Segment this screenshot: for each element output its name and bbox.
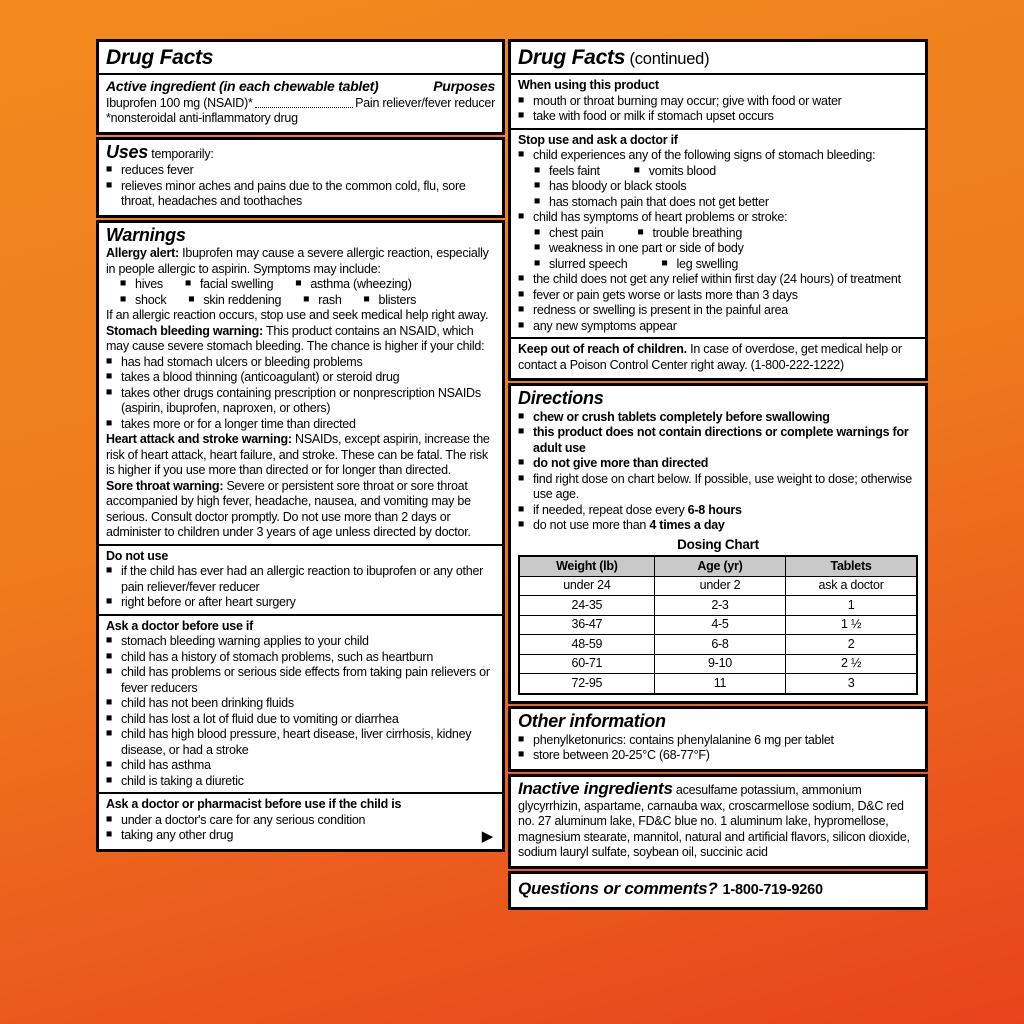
directions-heading: Directions xyxy=(518,388,604,409)
direction-item xyxy=(518,503,918,519)
dosing-cell: 48-59 xyxy=(519,635,654,655)
continued-suffix: (continued) xyxy=(625,50,710,68)
heart-attack-text: NSAIDs, except aspirin, increase the risk of heart attack, heart failure, and stroke. These can be fatal. The risk is higher if you use more than directed or for longer than directed. xyxy=(106,432,490,478)
divider xyxy=(99,544,502,546)
left-panel xyxy=(96,39,505,852)
divider xyxy=(99,792,502,794)
direction-item xyxy=(518,456,918,472)
dosing-cell: 2 ½ xyxy=(786,654,917,674)
direction-text: if needed, repeat dose every xyxy=(533,502,688,517)
heart-attack-lead: Heart attack and stroke warning: xyxy=(106,432,292,447)
direction-text: this product does not contain directions or complete warnings for adult use xyxy=(533,425,909,455)
ingredient-purpose: Pain reliever/fever reducer xyxy=(355,95,495,110)
dosing-row xyxy=(519,615,917,635)
allergy-alert-lead: Allergy alert: xyxy=(106,246,179,261)
ask-doctor-item: ■ child has asthma xyxy=(106,758,495,774)
keep-out-lead: Keep out of reach of children. xyxy=(518,342,687,357)
dosing-cell: 24-35 xyxy=(519,596,654,616)
other-information-item: ■ store between 20-25°C (68-77°F) xyxy=(518,748,918,764)
dosing-col-weight: Weight (lb) xyxy=(519,556,654,576)
other-information-box xyxy=(508,706,928,772)
symptom-item: ■ shock xyxy=(120,293,166,309)
symptom-item: ■ asthma (wheezing) xyxy=(295,277,411,293)
inactive-ingredients xyxy=(518,779,918,861)
ingredient-name: Ibuprofen 100 mg (NSAID)* xyxy=(106,95,253,110)
dosing-cell: 11 xyxy=(654,674,785,694)
dosing-cell: 1 ½ xyxy=(786,615,917,635)
dosing-chart-title: Dosing Chart xyxy=(677,536,759,552)
ask-doctor-heading: Ask a doctor before use if xyxy=(106,618,254,633)
symptom-row xyxy=(120,277,495,293)
stop-use-item: ■ child experiences any of the following signs of stomach bleeding: xyxy=(518,148,918,164)
divider xyxy=(511,73,925,75)
bleeding-item: ■ takes more or for a longer time than directed xyxy=(106,417,495,433)
dosing-cell: under 24 xyxy=(519,576,654,596)
dosing-cell: 9-10 xyxy=(654,654,785,674)
continued-box xyxy=(508,39,928,381)
dosing-col-tablets: Tablets xyxy=(786,556,917,576)
allergy-alert-text: Ibuprofen may cause a severe allergic reaction, especially in people allergic to aspirin. Symptoms may include: xyxy=(106,246,489,276)
direction-item xyxy=(518,410,918,426)
questions-phone: 1-800-719-9260 xyxy=(722,881,823,898)
nsaid-footnote: *nonsteroidal anti-inflammatory drug xyxy=(106,111,298,125)
stop-use-subitem: ■ feels faint xyxy=(534,164,600,180)
stop-use-subitem: ■ weakness in one part or side of body xyxy=(534,241,918,257)
stop-use-subitem: ■ vomits blood xyxy=(634,164,716,180)
do-not-use-item: ■ if the child has ever had an allergic reaction to ibuprofen or any other pain reliever/fever reducer xyxy=(106,564,495,595)
stop-use-subrow xyxy=(534,164,918,180)
bleeding-item: ■ has had stomach ulcers or bleeding problems xyxy=(106,355,495,371)
dosing-row xyxy=(519,596,917,616)
uses-box xyxy=(96,137,505,218)
bleeding-item: ■ takes a blood thinning (anticoagulant) or steroid drug xyxy=(106,370,495,386)
dosing-cell: under 2 xyxy=(654,576,785,596)
dosing-cell: 2-3 xyxy=(654,596,785,616)
stop-use-subitem: ■ chest pain xyxy=(534,226,603,242)
ask-doctor-item: ■ child is taking a diuretic xyxy=(106,774,495,790)
stop-use-item: ■ the child does not get any relief within first day (24 hours) of treatment xyxy=(518,272,918,288)
directions-box xyxy=(508,383,928,704)
divider xyxy=(99,614,502,616)
keep-out-of-reach xyxy=(518,342,918,373)
drug-facts-title: Drug Facts xyxy=(106,46,214,69)
stop-use-subitem: ■ has bloody or black stools xyxy=(534,179,918,195)
ask-doctor-item: ■ child has a history of stomach problems, such as heartburn xyxy=(106,650,495,666)
questions-row xyxy=(518,876,918,902)
drug-facts-continued-title xyxy=(518,44,918,73)
direction-text: chew or crush tablets completely before swallowing xyxy=(533,409,830,424)
sore-throat-text: Severe or persistent sore throat or sore throat accompanied by high fever, headache, nausea, and vomiting may be serious. Consult doctor promptly. Do not use more than 2 days or administer to children under 3 years of age unless directed by doctor. xyxy=(106,478,471,540)
direction-text: find right dose on chart below. If possible, use weight to dose; otherwise use age. xyxy=(533,471,912,502)
direction-text: do not give more than directed xyxy=(533,456,709,471)
ask-doctor-item: ■ child has not been drinking fluids xyxy=(106,696,495,712)
dosing-cell: 4-5 xyxy=(654,615,785,635)
when-using-heading: When using this product xyxy=(518,78,659,93)
dosing-cell: 36-47 xyxy=(519,615,654,635)
stop-use-subitem: ■ leg swelling xyxy=(662,257,739,273)
right-panel xyxy=(508,39,928,910)
dosing-cell: 72-95 xyxy=(519,674,654,694)
direction-bold-text: 4 times a day xyxy=(649,518,725,533)
uses-lead: temporarily: xyxy=(151,146,214,161)
dosing-cell: 60-71 xyxy=(519,654,654,674)
warnings-heading: Warnings xyxy=(106,224,186,245)
dosing-header-row xyxy=(519,556,917,576)
ask-pharmacist-item: ■ under a doctor's care for any serious condition xyxy=(106,813,495,829)
questions-heading: Questions or comments? xyxy=(518,878,718,898)
dosing-cell: 1 xyxy=(786,596,917,616)
uses-heading-row xyxy=(106,142,495,164)
divider xyxy=(99,73,502,75)
inactive-ingredients-text: acesulfame potassium, ammonium glycyrrhizin, aspartame, carnauba wax, croscarmellose sodium, D&C red no. 27 aluminum lake, FD&C blue no. 1 aluminum lake, hypromellose, magnesium stearate, mannitol, natural and artificial flavors, silicon dioxide, sodium lauryl sulfate, soybean oil, succinic acid xyxy=(518,782,910,860)
stop-use-item: ■ fever or pain gets worse or lasts more than 3 days xyxy=(518,288,918,304)
do-not-use-heading: Do not use xyxy=(106,548,169,563)
stop-use-subitem: ■ slurred speech xyxy=(534,257,628,273)
stop-use-item: ■ child has symptoms of heart problems or stroke: xyxy=(518,210,918,226)
dotted-leader xyxy=(255,107,354,108)
when-using-item: ■ take with food or milk if stomach upset occurs xyxy=(518,109,918,125)
stop-use-subrow xyxy=(534,226,918,242)
dosing-chart-table xyxy=(518,555,918,695)
stop-use-heading: Stop use and ask a doctor if xyxy=(518,132,678,147)
stop-use-subitem: ■ has stomach pain that does not get better xyxy=(534,195,918,211)
dosing-row xyxy=(519,576,917,596)
drug-facts-title-text: Drug Facts xyxy=(518,46,626,69)
ask-doctor-item: ■ child has problems or serious side effects from taking pain relievers or fever reducers xyxy=(106,665,495,696)
symptom-item: ■ facial swelling xyxy=(185,277,273,293)
symptom-item: ■ rash xyxy=(303,293,341,309)
ask-pharmacist-last-row xyxy=(106,828,495,844)
symptom-item: ■ blisters xyxy=(364,293,417,309)
other-information-item: ■ phenylketonurics: contains phenylalanine 6 mg per tablet xyxy=(518,733,918,749)
dosing-cell: 3 xyxy=(786,674,917,694)
dosing-cell: 2 xyxy=(786,635,917,655)
ingredient-row xyxy=(106,96,495,112)
ask-doctor-item: ■ child has lost a lot of fluid due to vomiting or diarrhea xyxy=(106,712,495,728)
stop-use-item: ■ any new symptoms appear xyxy=(518,319,918,335)
bleeding-item: ■ takes other drugs containing prescription or nonprescription NSAIDs (aspirin, ibuprofen, naproxen, or others) xyxy=(106,386,495,417)
continue-arrow-icon: ▶ xyxy=(481,827,493,845)
symptom-item: ■ hives xyxy=(120,277,163,293)
uses-item: ■ reduces fever xyxy=(106,163,495,179)
divider xyxy=(511,128,925,130)
sore-throat-warning xyxy=(106,479,495,541)
direction-text: do not use more than xyxy=(533,518,650,533)
ask-pharmacist-heading: Ask a doctor or pharmacist before use if the child is xyxy=(106,797,402,812)
dosing-row xyxy=(519,635,917,655)
uses-heading: Uses xyxy=(106,141,149,162)
sore-throat-lead: Sore throat warning: xyxy=(106,478,224,493)
purposes-heading: Purposes xyxy=(433,78,495,95)
when-using-item: ■ mouth or throat burning may occur; give with food or water xyxy=(518,94,918,110)
ask-doctor-item: ■ child has high blood pressure, heart disease, liver cirrhosis, kidney disease, or had a stroke xyxy=(106,727,495,758)
dosing-cell: ask a doctor xyxy=(786,576,917,596)
symptom-row xyxy=(120,293,495,309)
stomach-bleeding-lead: Stomach bleeding warning: xyxy=(106,323,263,338)
active-ingredient-heading: Active ingredient (in each chewable tablet) xyxy=(106,78,379,95)
uses-item: ■ relieves minor aches and pains due to the common cold, flu, sore throat, headaches and toothaches xyxy=(106,179,495,210)
active-ingredient-header xyxy=(106,78,495,95)
inactive-ingredients-heading: Inactive ingredients xyxy=(518,778,673,798)
stop-use-item: ■ redness or swelling is present in the painful area xyxy=(518,303,918,319)
direction-item xyxy=(518,518,918,534)
direction-item xyxy=(518,425,918,456)
questions-box xyxy=(508,871,928,910)
do-not-use-item: ■ right before or after heart surgery xyxy=(106,595,495,611)
dosing-col-age: Age (yr) xyxy=(654,556,785,576)
direction-item xyxy=(518,472,918,503)
keep-out-text: In case of overdose, get medical help or contact a Poison Control Center right away. (1-800-222-1222) xyxy=(518,342,902,372)
stop-use-subrow xyxy=(534,257,918,273)
divider xyxy=(511,337,925,339)
allergy-followup: If an allergic reaction occurs, stop use and seek medical help right away. xyxy=(106,308,489,323)
ask-doctor-item: ■ stomach bleeding warning applies to your child xyxy=(106,634,495,650)
drug-facts-label xyxy=(96,39,928,910)
warnings-box xyxy=(96,220,505,852)
heart-attack-warning xyxy=(106,432,495,479)
symptom-item: ■ skin reddening xyxy=(188,293,281,309)
dosing-row xyxy=(519,674,917,694)
direction-bold-text: 6-8 hours xyxy=(687,502,742,517)
dosing-row xyxy=(519,654,917,674)
stomach-bleeding-text: This product contains an NSAID, which may cause severe stomach bleeding. The chance is higher if your child: xyxy=(106,323,485,354)
allergy-alert xyxy=(106,246,495,277)
stomach-bleeding-warning xyxy=(106,324,495,355)
stop-use-subitem: ■ trouble breathing xyxy=(637,226,742,242)
ask-pharmacist-item: ■ taking any other drug xyxy=(106,828,233,844)
other-information-heading: Other information xyxy=(518,710,666,731)
title-active-ingredient-box xyxy=(96,39,505,135)
inactive-ingredients-box xyxy=(508,774,928,869)
dosing-cell: 6-8 xyxy=(654,635,785,655)
